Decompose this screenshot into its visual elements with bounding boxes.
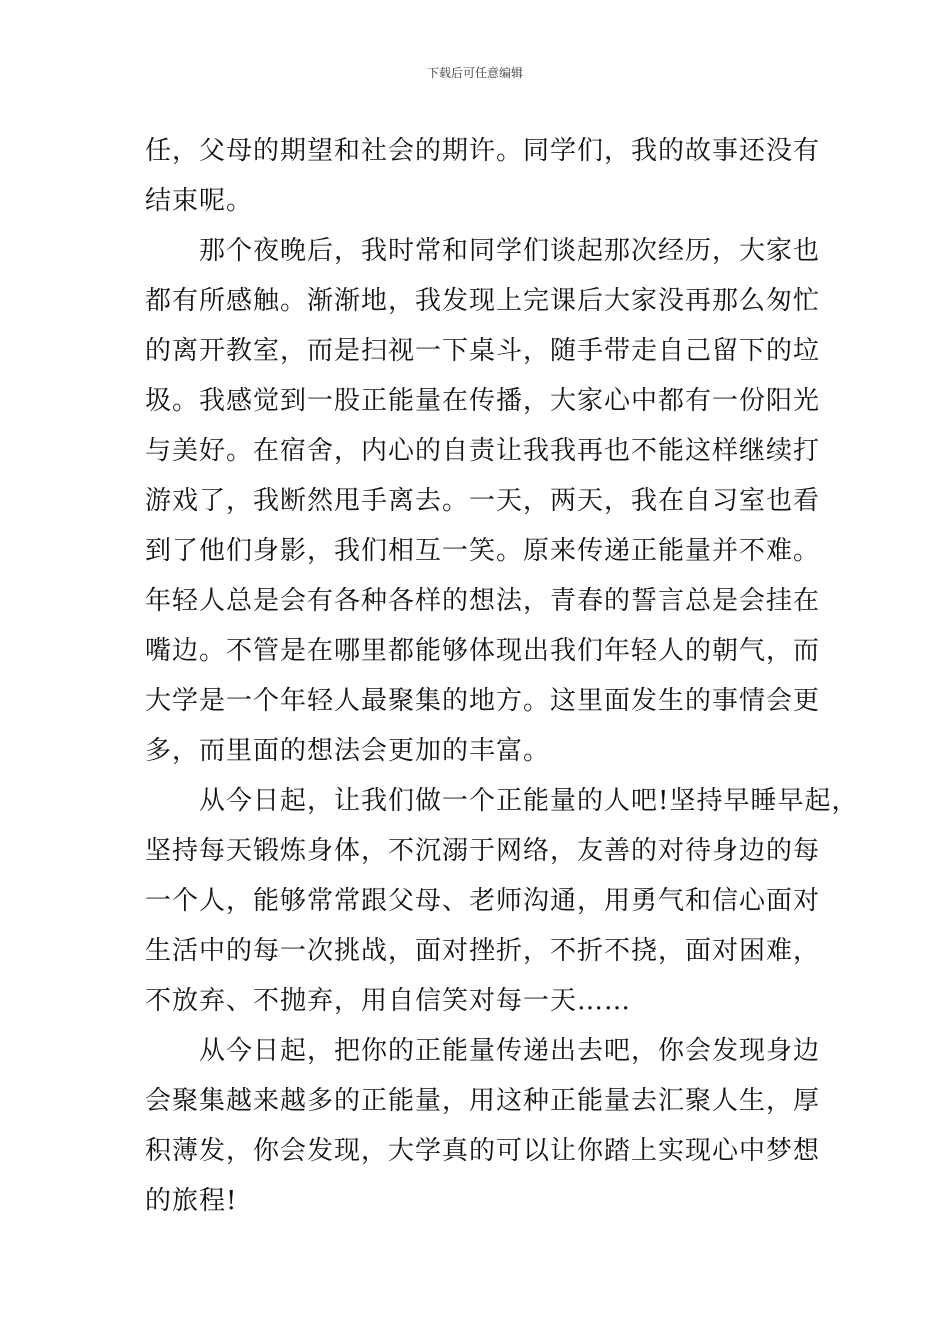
text-line: 那个夜晚后，我时常和同学们谈起那次经历，大家也 [199, 236, 821, 266]
text-line: 与美好。在宿舍，内心的自责让我我再也不能这样继续打 [145, 436, 821, 466]
paragraph [145, 1026, 845, 1226]
text-line: 嘴边。不管是在哪里都能够体现出我们年轻人的朝气，而 [145, 636, 821, 666]
text-line: 大学是一个年轻人最聚集的地方。这里面发生的事情会更 [145, 686, 821, 716]
paragraph [145, 776, 859, 1026]
text-line: 圾。我感觉到一股正能量在传播，大家心中都有一份阳光 [145, 386, 821, 416]
text-line: 一个人，能够常常跟父母、老师沟通，用勇气和信心面对 [145, 886, 821, 916]
text-line: 会聚集越来越多的正能量，用这种正能量去汇聚人生，厚 [145, 1086, 821, 1116]
paragraph [145, 126, 845, 226]
page-header: 下载后可任意编辑 [426, 66, 523, 80]
text-line: 年轻人总是会有各种各样的想法，青春的誓言总是会挂在 [145, 586, 821, 616]
paragraph [145, 226, 845, 776]
text-line: 坚持每天锻炼身体，不沉溺于网络，友善的对待身边的每 [145, 836, 821, 866]
text-line: 都有所感触。渐渐地，我发现上完课后大家没再那么匆忙 [145, 286, 821, 316]
text-line: 游戏了，我断然甩手离去。一天，两天，我在自习室也看 [145, 486, 821, 516]
document-body [145, 126, 859, 1226]
text-line: 到了他们身影，我们相互一笑。原来传递正能量并不难。 [145, 536, 821, 566]
text-line: 从今日起，让我们做一个正能量的人吧!坚持早睡早起， [199, 786, 859, 816]
text-line: 从今日起，把你的正能量传递出去吧，你会发现身边 [199, 1036, 821, 1066]
text-line: 生活中的每一次挑战，面对挫折，不折不挠，面对困难， [145, 936, 821, 966]
text-line: 任，父母的期望和社会的期许。同学们，我的故事还没有 [145, 136, 821, 166]
text-line: 不放弃、不抛弃，用自信笑对每一天…… [145, 986, 632, 1016]
text-line: 的旅程! [145, 1186, 238, 1216]
text-line: 多，而里面的想法会更加的丰富。 [145, 736, 551, 766]
text-line: 的离开教室，而是扫视一下桌斗，随手带走自己留下的垃 [145, 336, 821, 366]
text-line: 积薄发，你会发现，大学真的可以让你踏上实现心中梦想 [145, 1136, 821, 1166]
text-line: 结束呢。 [145, 186, 254, 216]
